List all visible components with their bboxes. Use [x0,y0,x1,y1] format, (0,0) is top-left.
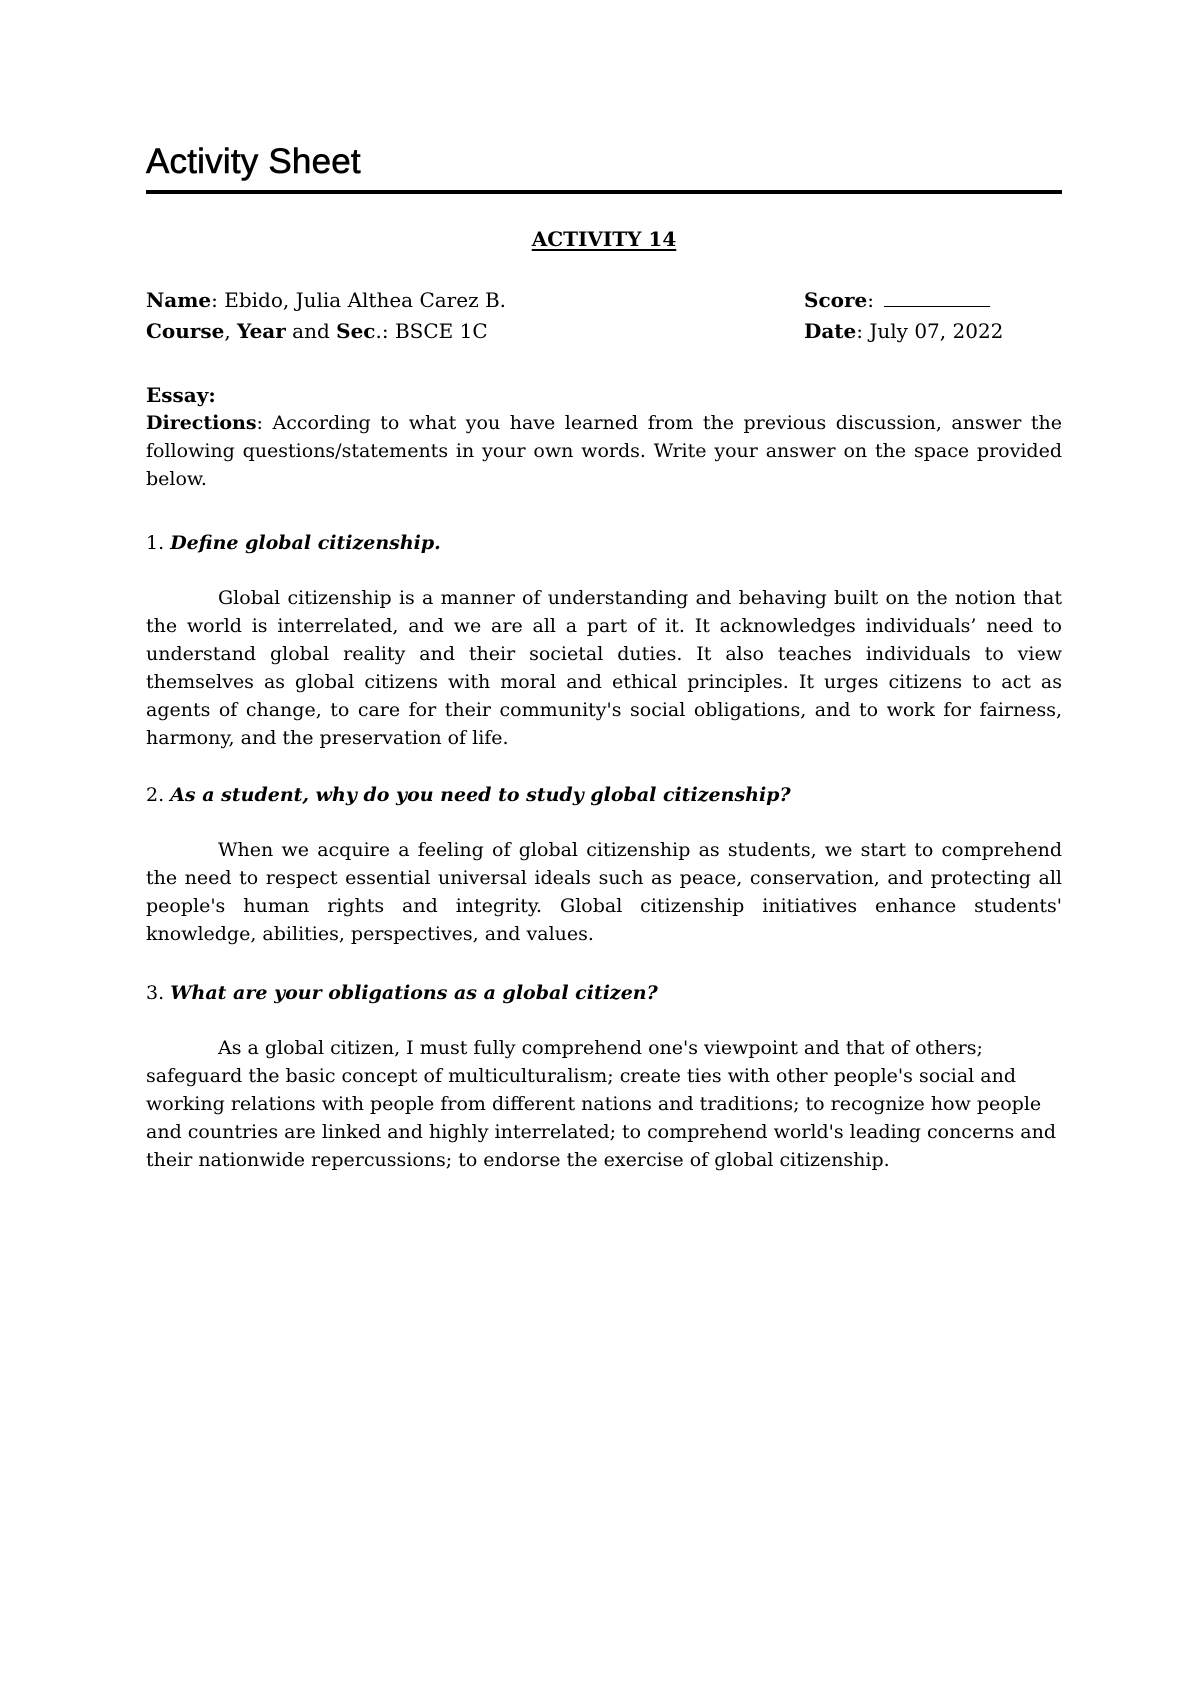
sec-label: Sec [336,319,376,343]
course-label: Course [146,319,225,343]
score-label: Score [804,288,868,312]
info-row-name [146,287,1062,313]
date-label: Date [804,319,857,343]
date-value: July 07, 2022 [869,319,1004,343]
question-number: 1. [146,532,165,554]
essay-label: Essay: [146,383,216,407]
directions-label: Directions [146,412,257,434]
question-prompt: As a student, why do you need to study global citizenship? [170,784,791,806]
year-label: Year [237,319,286,343]
question-2 [146,782,1062,808]
name-field: Name: Ebido, Julia Althea Carez B. [146,288,507,312]
answer-1: Global citizenship is a manner of understanding and behaving built on the notion that the world is interrelated, and we are all a part of it. It acknowledges individuals’ need to understand global reality and their societal duties. It also teaches individuals to view themselves as global citizens with moral and ethical principles. It urges citizens to act as agents of change, to care for their community's social obligations, and to work for fairness, harmony, and the preservation of life. [146,587,1062,749]
answer-3: As a global citizen, I must fully comprehend one's viewpoint and that of others; safeguard the basic concept of multiculturalism; create ties with other people's social and working relations with people from different nations and traditions; to recognize how people and countries are linked and highly interrelated; to comprehend world's leading concerns and their nationwide repercussions; to endorse the exercise of global citizenship. [146,1037,1057,1171]
directions: Directions: According to what you have learned from the previous discussion, answer the following questions/statements in your own words. Write your answer on the space provided below. [146,412,1062,490]
question-prompt: What are your obligations as a global citizen? [170,982,658,1004]
question-1 [146,530,1062,556]
question-number: 3. [146,982,165,1004]
activity-heading: ACTIVITY 14 [531,227,677,251]
score-field: Score: [804,287,990,313]
title-rule [146,190,1062,194]
info-row-course [146,318,1062,344]
question-prompt: Define global citizenship. [170,532,441,554]
answer-2: When we acquire a feeling of global citizenship as students, we start to comprehend the need to respect essential universal ideals such as peace, conservation, and protecting all people's human rights and integrity. Global citizenship initiatives enhance students' knowledge, abilities, perspectives, and values. [146,839,1062,945]
sheet-title: Activity Sheet [146,142,361,181]
question-3 [146,980,1062,1006]
question-number: 2. [146,784,165,806]
name-label: Name [146,288,212,312]
course-value: BSCE 1C [394,319,488,343]
name-value: Ebido, Julia Althea Carez B. [224,288,507,312]
directions-text: According to what you have learned from the previous discussion, answer the following questions/statements in your own words. Write your answer on the space provided below. [146,412,1062,490]
score-blank [884,288,990,307]
date-field: Date: July 07, 2022 [804,319,1004,343]
and-text: and [292,319,330,343]
course-field: Course, Year and Sec.: BSCE 1C [146,319,488,343]
